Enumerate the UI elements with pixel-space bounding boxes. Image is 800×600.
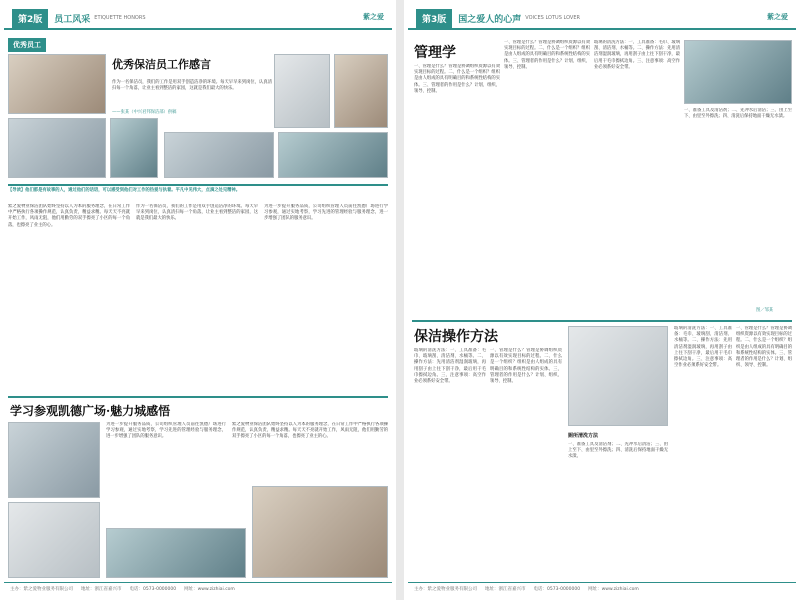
photo-visit-1 <box>8 422 100 498</box>
bottom-title: 学习参观凯德广场·魅力城感悟 <box>10 404 171 418</box>
bottom-col-1: 为进一步提升服务品质，公司组织管理人员前往凯德广场进行学习参观，通过实地考察，学习先进的管理经验与服务理念，进一步增强了团队的服务意识。 <box>106 422 226 440</box>
left-footer-publisher: 主办：紫之爱物业服务有限公司 <box>10 586 73 592</box>
left-logo: 紫之爱 <box>363 13 384 21</box>
mgmt-title: 管理学 <box>414 45 456 61</box>
hero-text: 作为一名保洁员，我们的工作是用双手创造洁净的环境。每天早早来到岗位，认真清扫每一个角落，让业主看到整洁的家园，这就是我们最大的快乐。 <box>112 80 272 92</box>
body-col-3: 为进一步提升服务品质，公司组织管理人员前往凯德广场进行学习参观，通过实地考察，学习先进的管理经验与服务理念，进一步增强了团队的服务意识。 <box>264 204 388 222</box>
hero-title: 优秀保洁员工作感言 <box>112 58 211 71</box>
photo-cleaner-2 <box>8 118 106 178</box>
bottom-col-2: 紫之爱物业保洁团队始终坚持以人为本的服务理念，在日常工作中严格执行各项操作规范，认真负责，精益求精。每天天不亮就开始工作，风雨无阻，他们用勤劳的双手擦亮了小区的每一个角落，也擦亮了业主的心。 <box>232 422 388 440</box>
right-header <box>408 8 796 30</box>
mgmt-col-1: 一、管理是什么？管理是协调组织资源以有效实现目标的过程。二、什么是一个组织？组织是由人组成的具有明确目的和系统性结构的实体。三、管理者的作用是什么？计划、组织、领导、控制。 <box>414 64 500 94</box>
lead-text: 【导读】他们都是有故事的人，通过他们的话语，可以感受到他们对工作的热爱与执着。平凡中见伟大，点滴之处见精神。 <box>8 188 241 193</box>
right-logo: 紫之爱 <box>767 13 788 21</box>
right-footer-phone: 电话：0573-0000000 <box>533 586 581 592</box>
mgmt-col-3: 玻璃的清洗方法：一、工具准备：毛巾、玻璃刮、清洁剂、水桶等。二、操作方法：先用清洁剂湿润玻璃，再用刮子由上往下刮干净，最后用干毛巾擦拭边角。三、注意事项：高空作业必须系好安全带。 <box>594 40 680 70</box>
left-column-subtitle: ETIQUETTE HONORS <box>94 15 146 21</box>
left-header <box>4 8 392 30</box>
photo-visit-3 <box>106 528 246 578</box>
clean-title: 保洁操作方法 <box>414 329 498 345</box>
right-column-title: 国之爱人的心声 <box>458 14 522 25</box>
sub-title: 厕所清洗方法 <box>568 433 599 439</box>
left-column-title: 员工风采 <box>54 14 91 25</box>
clean-col-5: 一、管理是什么？管理是协调组织资源以有效实现目标的过程。二、什么是一个组织？组织是由人组成的具有明确目的和系统性结构的实体。三、管理者的作用是什么？计划、组织、领导、控制。 <box>736 326 792 369</box>
clean-col-1: 玻璃的清洗方法：一、工具准备：毛巾、玻璃刮、清洁剂、水桶等。二、操作方法：先用清洁剂湿润玻璃，再用刮子由上往下刮干净，最后用干毛巾擦拭边角。三、注意事项：高空作业必须系好安全带。 <box>414 348 486 385</box>
photo-certificate <box>274 54 330 128</box>
left-footer-address: 地址：浙江省嘉兴市 <box>81 586 122 592</box>
mgmt-col-2: 一、管理是什么？管理是协调组织资源以有效实现目标的过程。二、什么是一个组织？组织是由人组成的具有明确目的和系统性结构的实体。三、管理者的作用是什么？计划、组织、领导、控制。 <box>504 40 590 70</box>
mgmt-col-4: 一、准备工具及清洁剂；二、先冲水后清洁；三、由上至下、由里至外擦洗；四、清洗后保持地面干燥无水渍。 <box>684 108 792 120</box>
photo-meeting <box>684 40 792 104</box>
photo-cleaner-3 <box>110 118 158 178</box>
photo-lobby <box>164 132 274 178</box>
left-footer <box>4 582 392 594</box>
photo-toilet <box>568 326 668 426</box>
clean-col-2: 一、管理是什么？管理是协调组织资源以有效实现目标的过程。二、什么是一个组织？组织是由人组成的具有明确目的和系统性结构的实体。三、管理者的作用是什么？计划、组织、领导、控制。 <box>490 348 562 385</box>
body-col-1: 紫之爱物业保洁团队始终坚持以人为本的服务理念，在日常工作中严格执行各项操作规范，认真负责，精益求精。每天天不亮就开始工作，风雨无阻，他们用勤劳的双手擦亮了小区的每一个角落，也擦亮了业主的心。 <box>8 204 130 228</box>
photo-staff-4 <box>334 54 388 128</box>
right-page <box>408 8 796 594</box>
right-footer-address: 地址：浙江省嘉兴市 <box>485 586 526 592</box>
photo-cleaner-1 <box>8 54 106 114</box>
body-col-2: 作为一名保洁员，我们的工作是用双手创造洁净的环境。每天早早来到岗位，认真清扫每一个角落，让业主看到整洁的家园，这就是我们最大的快乐。 <box>136 204 258 222</box>
left-page <box>4 8 392 594</box>
photo-visit-2 <box>8 502 100 578</box>
page-gutter <box>396 0 404 600</box>
right-footer-website: 网址：www.zizhiai.com <box>588 586 639 592</box>
hero-author: ——张某（中兴君邦保洁部）供稿 <box>112 110 177 115</box>
left-footer-phone: 电话：0573-0000000 <box>129 586 177 592</box>
photo-visit-4 <box>252 486 388 578</box>
top-tag: 优秀员工 <box>8 38 46 52</box>
photo-team <box>278 132 388 178</box>
right-column-subtitle: VOICES LOTUS LOVER <box>525 15 580 21</box>
right-footer <box>408 582 796 594</box>
photo-caption: 图／邹某 <box>756 308 774 313</box>
right-page-number: 第3版 <box>416 9 452 28</box>
left-footer-website: 网址：www.zizhiai.com <box>184 586 235 592</box>
left-page-number: 第2版 <box>12 9 48 28</box>
right-footer-publisher: 主办：紫之爱物业服务有限公司 <box>414 586 477 592</box>
clean-col-3: 一、准备工具及清洁剂；二、先冲水后清洁；三、由上至下、由里至外擦洗；四、清洗后保持地面干燥无水渍。 <box>568 442 668 460</box>
clean-col-4: 玻璃的清洗方法：一、工具准备：毛巾、玻璃刮、清洁剂、水桶等。二、操作方法：先用清洁剂湿润玻璃，再用刮子由上往下刮干净，最后用干毛巾擦拭边角。三、注意事项：高空作业必须系好安全带。 <box>674 326 732 369</box>
